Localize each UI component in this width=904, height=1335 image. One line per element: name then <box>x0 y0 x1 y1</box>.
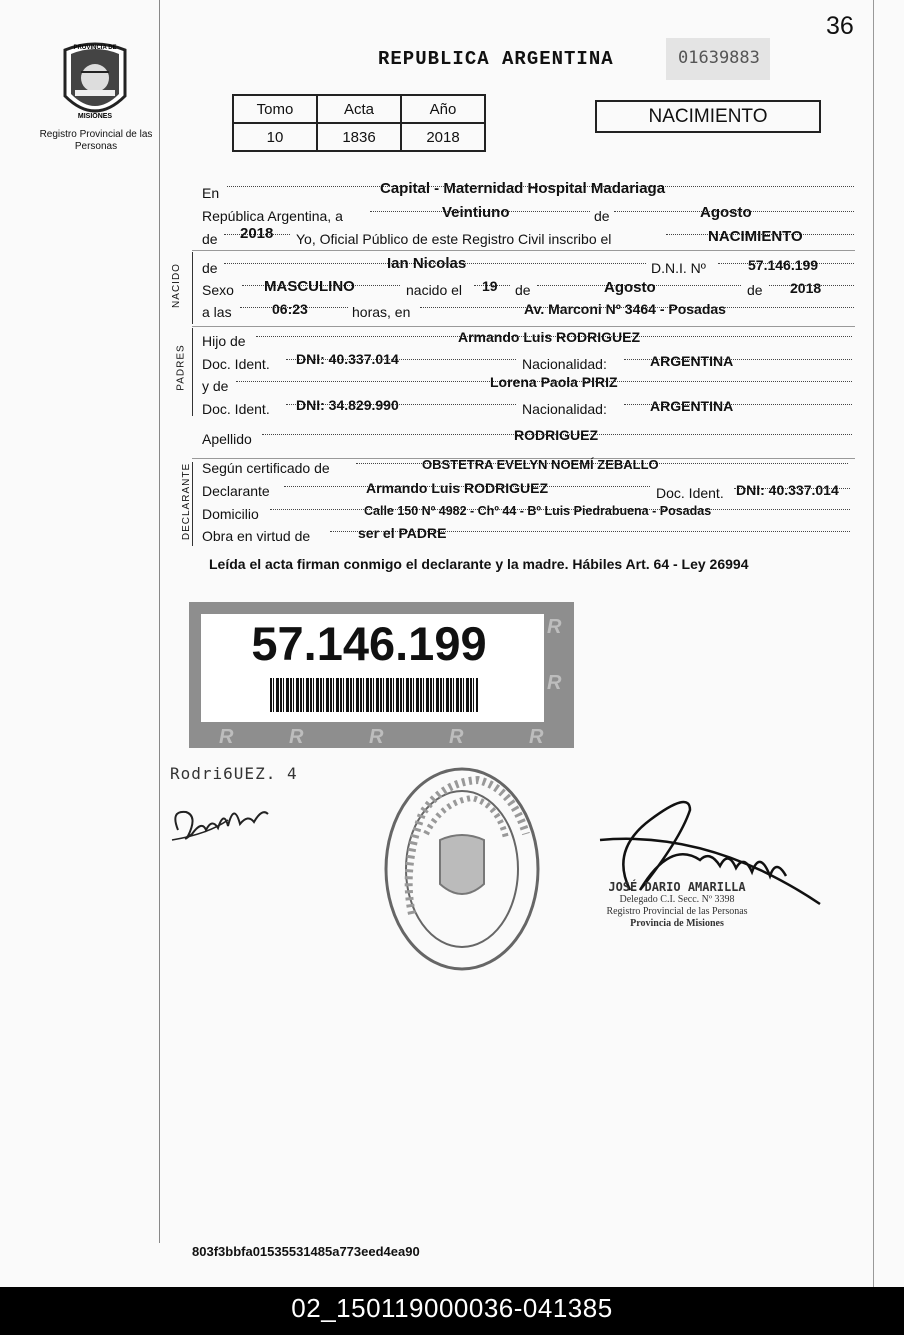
label-y-de: y de <box>202 378 229 394</box>
label-nacionalidad: Nacionalidad: <box>522 356 607 372</box>
field-mes-texto: Agosto <box>700 204 752 221</box>
label-domicilio: Domicilio <box>202 506 259 522</box>
field-dia-texto: Veintiuno <box>442 204 510 221</box>
watermark-r-icon: R <box>449 726 464 748</box>
serial-number: 01639883 <box>678 48 760 68</box>
field-acto: NACIMIENTO <box>708 228 803 245</box>
record-header-acta: Acta <box>317 95 401 123</box>
declarant-signature-icon <box>168 790 278 850</box>
label-apellido: Apellido <box>202 431 252 447</box>
officer-name: JOSÉ DARIO AMARILLA <box>608 880 746 894</box>
record-value-anio: 2018 <box>401 123 485 151</box>
field-declarante: Armando Luis RODRIGUEZ <box>366 480 549 496</box>
watermark-r-icon: R <box>289 726 304 748</box>
serial-box <box>666 38 770 80</box>
footer-code: 02_150119000036-041385 <box>291 1293 613 1323</box>
field-domicilio: Calle 150 Nº 4982 - Chº 44 - Bº Luis Piedrabuena - Posadas <box>364 504 712 518</box>
section-label-declarante: DECLARANTE <box>181 462 193 541</box>
field-mes-nac: Agosto <box>604 279 656 296</box>
footer-bar <box>0 1287 904 1335</box>
label-doc-ident: Doc. Ident. <box>656 485 724 501</box>
officer-title: Delegado C.I. Secc. Nº 3398 <box>619 894 735 905</box>
field-obra: ser el PADRE <box>358 525 447 541</box>
label-de: de <box>594 208 610 224</box>
field-padre-nac: ARGENTINA <box>650 353 734 369</box>
field-madre-doc: DNI: 34.829.990 <box>296 397 399 413</box>
label-en: En <box>202 185 220 201</box>
section-label-padres: PADRES <box>175 344 187 391</box>
official-seal-icon <box>382 764 542 974</box>
crest-bottom-text: MISIONES <box>77 113 113 120</box>
field-madre: Lorena Paola PIRIZ <box>490 374 618 390</box>
right-margin-rule <box>873 0 874 1287</box>
watermark-r-icon: R <box>529 726 544 748</box>
field-dia-nac: 19 <box>482 278 498 294</box>
field-apellido: RODRIGUEZ <box>514 427 598 443</box>
label-republica: República Argentina, a <box>202 208 343 224</box>
label-horas-en: horas, en <box>352 304 411 320</box>
section-bar <box>192 328 193 416</box>
label-declarante: Declarante <box>202 483 270 499</box>
field-certificado: OBSTETRA EVELYN NOEMÍ ZEBALLO <box>422 457 659 472</box>
label-hijo-de: Hijo de <box>202 333 246 349</box>
record-header-anio: Año <box>401 95 485 123</box>
label-a-las: a las <box>202 304 232 320</box>
field-sexo: MASCULINO <box>264 278 355 295</box>
section-divider <box>192 326 855 327</box>
document-hash: 803f3bbfa01535531485a773eed4ea90 <box>192 1244 420 1259</box>
province-crest-icon <box>57 38 133 128</box>
label-yo: Yo, Oficial Público de este Registro Civil inscribo el <box>296 231 612 247</box>
country-title: REPUBLICA ARGENTINA <box>378 48 614 70</box>
section-bar <box>192 462 193 546</box>
label-de: de <box>747 282 763 298</box>
page-number: 36 <box>826 12 854 40</box>
field-lugar-nac: Av. Marconi Nº 3464 - Posadas <box>524 301 726 317</box>
field-padre: Armando Luis RODRIGUEZ <box>458 329 641 345</box>
label-dni: D.N.I. Nº <box>651 260 706 276</box>
field-anio-nac: 2018 <box>790 280 822 296</box>
section-bar <box>192 252 193 324</box>
label-segun: Según certificado de <box>202 460 330 476</box>
field-declarante-doc: DNI: 40.337.014 <box>736 482 839 498</box>
officer-registry: Registro Provincial de las Personas <box>606 906 748 917</box>
officer-province: Provincia de Misiones <box>630 918 724 929</box>
section-divider <box>192 250 855 251</box>
record-value-tomo: 10 <box>233 123 317 151</box>
label-doc-ident: Doc. Ident. <box>202 356 270 372</box>
label-nacido-el: nacido el <box>406 282 463 298</box>
record-table <box>232 94 486 152</box>
watermark-r-icon: R <box>547 672 562 694</box>
record-value-acta: 1836 <box>317 123 401 151</box>
left-margin-rule <box>159 0 160 1243</box>
field-hora: 06:23 <box>272 301 308 317</box>
crest-top-text: PROVINCIA DE <box>73 45 117 51</box>
label-de: de <box>515 282 531 298</box>
field-madre-nac: ARGENTINA <box>650 398 734 414</box>
watermark-r-icon: R <box>369 726 384 748</box>
label-nacionalidad: Nacionalidad: <box>522 401 607 417</box>
watermark-r-icon: R <box>219 726 234 748</box>
field-lugar: Capital - Maternidad Hospital Madariaga <box>380 180 666 197</box>
barcode-bars <box>270 678 478 712</box>
record-header-tomo: Tomo <box>233 95 317 123</box>
registry-label: Registro Provincial de las Personas <box>39 129 153 152</box>
officer-stamp <box>552 880 802 930</box>
field-anio-inscripcion: 2018 <box>240 225 274 242</box>
label-doc-ident: Doc. Ident. <box>202 401 270 417</box>
closing-note: Leída el acta firman conmigo el declarante y la madre. Hábiles Art. 64 - Ley 26994 <box>209 556 749 572</box>
section-label-nacido: NACIDO <box>170 263 182 308</box>
watermark-r-icon: R <box>547 616 562 638</box>
label-de: de <box>202 231 218 247</box>
field-dni: 57.146.199 <box>748 257 819 273</box>
record-type-box: NACIMIENTO <box>595 100 821 133</box>
label-obra: Obra en virtud de <box>202 528 311 544</box>
barcode-number: 57.146.199 <box>251 617 487 670</box>
field-nombre: Ian Nicolas <box>387 255 467 272</box>
label-de: de <box>202 260 218 276</box>
field-padre-doc: DNI: 40.337.014 <box>296 351 399 367</box>
handwritten-surname: Rodri6UEZ. 4 <box>170 764 298 783</box>
label-sexo: Sexo <box>202 282 234 298</box>
